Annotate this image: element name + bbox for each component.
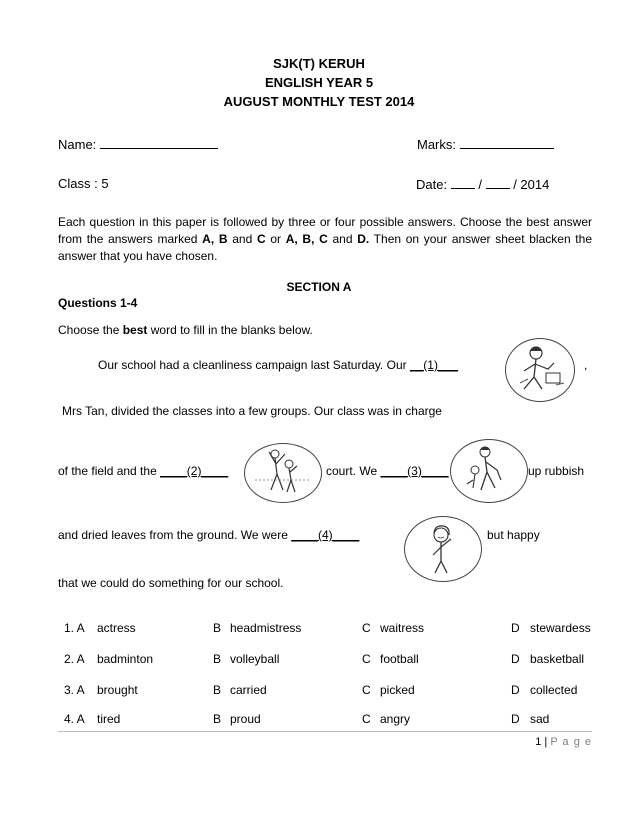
class-label: Class : 5	[58, 176, 109, 191]
test-title: AUGUST MONTHLY TEST 2014	[223, 94, 415, 109]
questions-label: Questions 1-4	[58, 296, 138, 310]
instructions-ab: A, B	[202, 232, 228, 246]
tired-girl-icon	[405, 517, 481, 581]
option-c-letter: C	[362, 621, 371, 635]
option-b[interactable]: carried	[230, 683, 267, 697]
option-b-letter: B	[213, 683, 222, 697]
passage-line-4a-text: and dried leaves from the ground. We were	[58, 528, 288, 542]
answer-number: 2. A	[64, 652, 85, 666]
instructions-or: or	[265, 232, 286, 246]
passage-line-5: that we could do something for our school.	[58, 576, 284, 590]
volleyball-icon	[245, 444, 321, 502]
option-d[interactable]: collected	[530, 683, 578, 697]
instructions-text-1: Each question in this paper is followed by three or four possible answers. Choose the best answer from the answers marked	[58, 215, 592, 246]
option-d-letter: D	[511, 712, 520, 726]
option-d[interactable]: stewardess	[530, 621, 591, 635]
date-field	[416, 176, 549, 192]
option-b[interactable]: headmistress	[230, 621, 302, 635]
marks-blank[interactable]	[460, 136, 554, 149]
page-number: 1	[535, 736, 542, 748]
option-c-letter: C	[362, 683, 371, 697]
option-b-letter: B	[213, 621, 222, 635]
passage-line-4b: but happy	[487, 528, 540, 542]
option-d-letter: D	[511, 652, 520, 666]
passage-line-3c: up rubbish	[528, 464, 585, 478]
passage-line-3b-text: court. We	[326, 464, 378, 478]
choose-bold: best	[122, 323, 148, 337]
answer-number: 4. A	[64, 712, 85, 726]
option-b-letter: B	[213, 652, 222, 666]
passage-comma: ,	[584, 358, 588, 372]
option-b[interactable]: volleyball	[230, 652, 280, 666]
instructions	[58, 214, 592, 265]
option-c[interactable]: football	[380, 652, 419, 666]
passage-line-3a-text: of the field and the	[58, 464, 157, 478]
instructions-abc: A, B, C	[285, 232, 328, 246]
name-field	[58, 136, 218, 152]
instructions-c: C	[256, 232, 266, 246]
page-footer	[535, 736, 592, 748]
date-day-blank[interactable]	[451, 176, 475, 189]
option-c[interactable]: angry	[380, 712, 411, 726]
headmistress-icon	[506, 339, 574, 401]
option-c[interactable]: picked	[380, 683, 415, 697]
choose-pre: Choose the	[58, 323, 123, 337]
blank-4: ____(4)____	[291, 528, 360, 542]
option-c[interactable]: waitress	[380, 621, 425, 635]
option-b[interactable]: proud	[230, 712, 261, 726]
name-blank[interactable]	[100, 136, 218, 149]
page-separator: |	[544, 736, 548, 748]
choose-post: word to fill in the blanks below.	[147, 323, 313, 337]
option-a[interactable]: badminton	[97, 652, 154, 666]
blank-3: ____(3)____	[380, 464, 449, 478]
option-d-letter: D	[511, 621, 520, 635]
date-separator: /	[478, 177, 482, 192]
date-month-blank[interactable]	[486, 176, 510, 189]
instructions-d: D.	[357, 232, 370, 246]
school-name: SJK(T) KERUH	[273, 56, 365, 71]
name-label: Name:	[58, 137, 97, 152]
option-a[interactable]: actress	[97, 621, 136, 635]
footer-divider	[58, 731, 592, 732]
subject-title: ENGLISH YEAR 5	[264, 75, 374, 90]
marks-label: Marks:	[417, 137, 456, 152]
option-c-letter: C	[362, 712, 371, 726]
passage-line-3b	[326, 463, 449, 480]
option-b-letter: B	[213, 712, 222, 726]
instructions-and-1: and	[227, 232, 257, 246]
picking-icon	[451, 440, 527, 502]
blank-2: ____(2)____	[160, 464, 229, 478]
choose-instruction	[58, 322, 313, 339]
tired-girl-picture	[404, 516, 482, 582]
option-d[interactable]: basketball	[530, 652, 585, 666]
passage-line-4a	[58, 527, 359, 544]
answer-number: 1. A	[64, 621, 85, 635]
date-year: / 2014	[513, 177, 550, 192]
passage-line-2: Mrs Tan, divided the classes into a few groups. Our class was in charge	[62, 404, 442, 418]
passage-line-1-text: Our school had a cleanliness campaign last Saturday. Our	[98, 358, 407, 372]
option-a[interactable]: tired	[97, 712, 121, 726]
instructions-text-2: Then on your answer sheet blacken the answer that you have chosen.	[58, 232, 592, 263]
section-title: SECTION A	[286, 280, 352, 294]
option-a[interactable]: brought	[97, 683, 138, 697]
picking-up-picture	[450, 439, 528, 503]
passage-line-1	[98, 357, 458, 374]
marks-field	[417, 136, 554, 152]
volleyball-picture	[244, 443, 322, 503]
option-d[interactable]: sad	[530, 712, 550, 726]
headmistress-picture	[505, 338, 575, 402]
page-word: P a g e	[550, 736, 592, 748]
passage-line-3a	[58, 463, 228, 480]
answer-number: 3. A	[64, 683, 85, 697]
instructions-and-2: and	[327, 232, 358, 246]
option-c-letter: C	[362, 652, 371, 666]
blank-1: __(1)___	[409, 358, 458, 372]
option-d-letter: D	[511, 683, 520, 697]
date-label: Date:	[416, 177, 448, 192]
